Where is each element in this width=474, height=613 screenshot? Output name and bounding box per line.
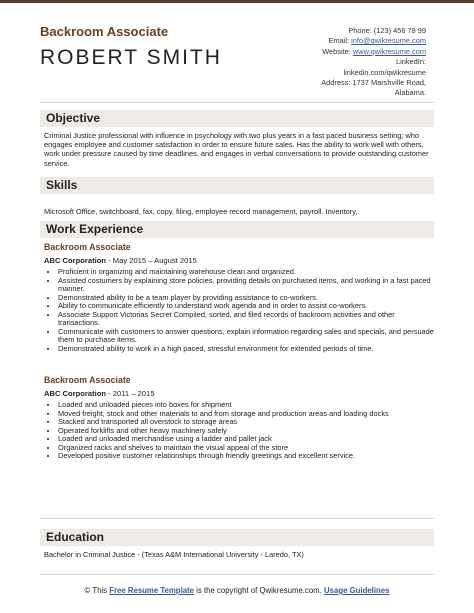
list-item: • Organized racks and shelves to maintain the visual appeal of the store — [58, 444, 438, 453]
resume-job-title: Backroom Associate — [40, 24, 169, 39]
list-item: • Stacked and transported all overstock to storage areas — [58, 418, 438, 427]
list-item: • Operated forklifts and other heavy machinery safely — [58, 427, 438, 436]
job-dates: - 2011 – 2015 — [106, 389, 155, 398]
contact-linkedin: linkedin.com/qwikresume — [343, 67, 426, 77]
list-item: • Assisted costumers by explaining store policies, providing details on purchased items, and working in a fast paced manner. — [58, 277, 438, 294]
header-divider — [40, 102, 434, 103]
job-bullets — [44, 401, 438, 461]
work-experience-heading: Work Experience — [40, 221, 434, 238]
list-item: • Demonstrated ability to be a team player by providing assistance to co-workers. — [58, 294, 438, 303]
objective-heading: Objective — [40, 110, 434, 127]
footer-middle: is the copyright of Qwikresume.com. — [194, 586, 325, 595]
skills-text: Microsoft Office, switchboard, fax, copy, filing, employee record management, payroll. Inventory,. — [44, 207, 360, 216]
list-item: • Communicate with customers to answer questions, explain information regarding sales and specials, and persuade them to purchase items. — [58, 328, 438, 345]
contact-website-link[interactable]: www.qwikresume.com — [352, 46, 426, 56]
job-role: Backroom Associate — [44, 242, 131, 252]
contact-address-line2: Alabama. — [394, 88, 426, 98]
top-accent-line — [0, 0, 474, 3]
list-item: • Developed positive customer relationships through friendly greetings and excellent service. — [58, 452, 438, 461]
contact-address-line1: Address: 1737 Marshville Road, — [321, 78, 426, 88]
contact-website-row — [226, 47, 426, 57]
contact-email-row — [226, 36, 426, 46]
section-divider — [40, 518, 434, 519]
job-bullets — [44, 268, 438, 353]
job-company-dates — [44, 389, 154, 398]
list-item: • Proficient in organizing and maintaining warehouse clean and organized. — [58, 268, 438, 277]
job-role: Backroom Associate — [44, 375, 131, 385]
footer-divider — [40, 574, 434, 575]
list-item: • Demonstrated ability to work in a high paced, stressful environment for extended periods of time. — [58, 345, 438, 354]
contact-website-label: Website: — [322, 46, 351, 56]
list-item: • Moved freight, stock and other materials to and from storage and production areas and loading docks — [58, 410, 438, 419]
footer-copyright — [0, 586, 474, 596]
list-item: • Loaded and unloaded pieces into boxes for shipment — [58, 401, 438, 410]
job-company: ABC Corporation — [44, 256, 107, 265]
list-item: • Associate Support Victorias Secret Compiled, sorted, and filed records of backroom activities and other transactions. — [58, 311, 438, 328]
contact-email-link[interactable]: info@qwikresume.com — [351, 36, 426, 46]
objective-text: Criminal Justice professional with influence in psychology with two plus years in a fast paced business setting; who engages employee and customer satisfaction in order to ensure future sales. Has the ability to work well with others, work under pressure caused by time deadlines, and engages in verbal conversations to provide outstanding customer service. — [44, 131, 429, 168]
education-text: Bachelor in Criminal Justice - (Texas A&M International University - Laredo, TX) — [44, 550, 304, 559]
education-heading: Education — [40, 529, 434, 546]
candidate-name: ROBERT SMITH — [40, 46, 222, 69]
free-resume-template-link[interactable]: Free Resume Template — [109, 586, 195, 595]
footer-prefix: © This — [84, 586, 110, 595]
usage-guidelines-link[interactable]: Usage Guidelines — [324, 586, 390, 595]
job-company: ABC Corporation — [44, 389, 107, 398]
contact-block — [226, 26, 426, 99]
contact-phone: Phone: (123) 456 78 99 — [348, 26, 426, 35]
list-item: • Loaded and unloaded merchandise using a ladder and pallet jack — [58, 435, 438, 444]
list-item: • Ability to communicate efficiently to understand work agenda and in order to assist co-workers. — [58, 302, 438, 311]
job-dates: - May 2015 – August 2015 — [106, 256, 197, 265]
contact-email-label: Email: — [328, 36, 350, 46]
skills-heading: Skills — [40, 177, 434, 194]
contact-linkedin-label: LinkedIn: — [396, 57, 426, 67]
job-company-dates — [44, 256, 197, 265]
